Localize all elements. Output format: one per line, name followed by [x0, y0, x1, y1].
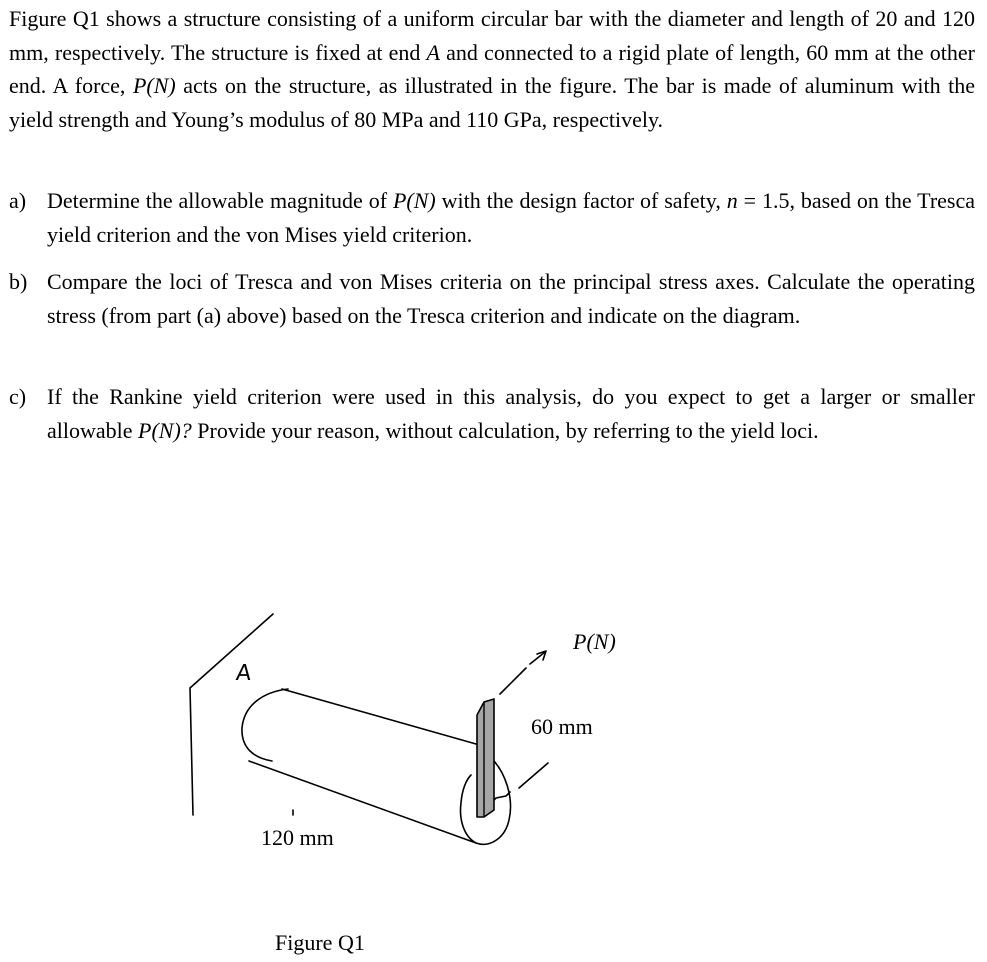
question-b-label: b): [9, 269, 28, 294]
question-c-symbol-force: P(N)?: [138, 417, 192, 443]
bar-top-edge: [282, 689, 476, 744]
end-a-label: A: [234, 661, 253, 686]
question-a-symbol-n: n: [726, 188, 738, 213]
question-a-part: Determine the allowable magnitude of: [47, 188, 393, 213]
intro-symbol-force: P(N): [132, 73, 176, 98]
question-a-symbol-force: P(N): [392, 188, 436, 213]
figure-caption: Figure Q1: [275, 930, 365, 955]
force-label-text: P(N): [573, 629, 616, 654]
intro-text: acts on the structure, as illustrated in the figure. The bar is made of aluminum with the yield strength and Young’s modulus of 80 MPa and 110 GPa, respectively.: [9, 73, 975, 132]
intro-symbol-a: A: [426, 39, 440, 65]
rigid-plate-face: [477, 699, 494, 817]
question-c-part: Provide your reason, without calculation, by referring to the yield loci.: [191, 417, 819, 443]
question-c-part: If the Rankine yield criterion were used in this analysis, do you expect to get a larger or smaller allowable: [47, 384, 975, 443]
fixed-wall: [190, 614, 273, 815]
intro-text: and connected to a rigid plate of length, 60 mm at the other end. A force,: [9, 39, 976, 98]
question-b-part: Compare the loci of Tresca and von Mises criteria on the principal stress axes. Calculate the operating stress (from part (a) above) based on the Tresca criterion and indicate on the diagram.: [47, 269, 975, 328]
question-a-label: a): [9, 188, 27, 213]
plate-length-label: 60 mm: [531, 714, 593, 739]
force-label: [573, 629, 616, 655]
bar-length-label: 120 mm: [261, 825, 334, 850]
force-arrow-line: [500, 652, 545, 694]
question-a-part: = 1.5, based on the Tresca yield criterion and the von Mises yield criterion.: [47, 188, 975, 247]
question-c-label: c): [9, 384, 27, 409]
rigid-plate: [477, 699, 494, 817]
question-a-part: with the design factor of safety,: [435, 188, 727, 213]
bar-end-cap: [242, 689, 288, 761]
intro-text: Figure Q1 shows a structure consisting of a uniform circular bar with the diameter and length of 20 and 120 mm, respectively. The structure is fixed at end: [9, 6, 975, 65]
plate-dimension-line: [519, 763, 548, 788]
